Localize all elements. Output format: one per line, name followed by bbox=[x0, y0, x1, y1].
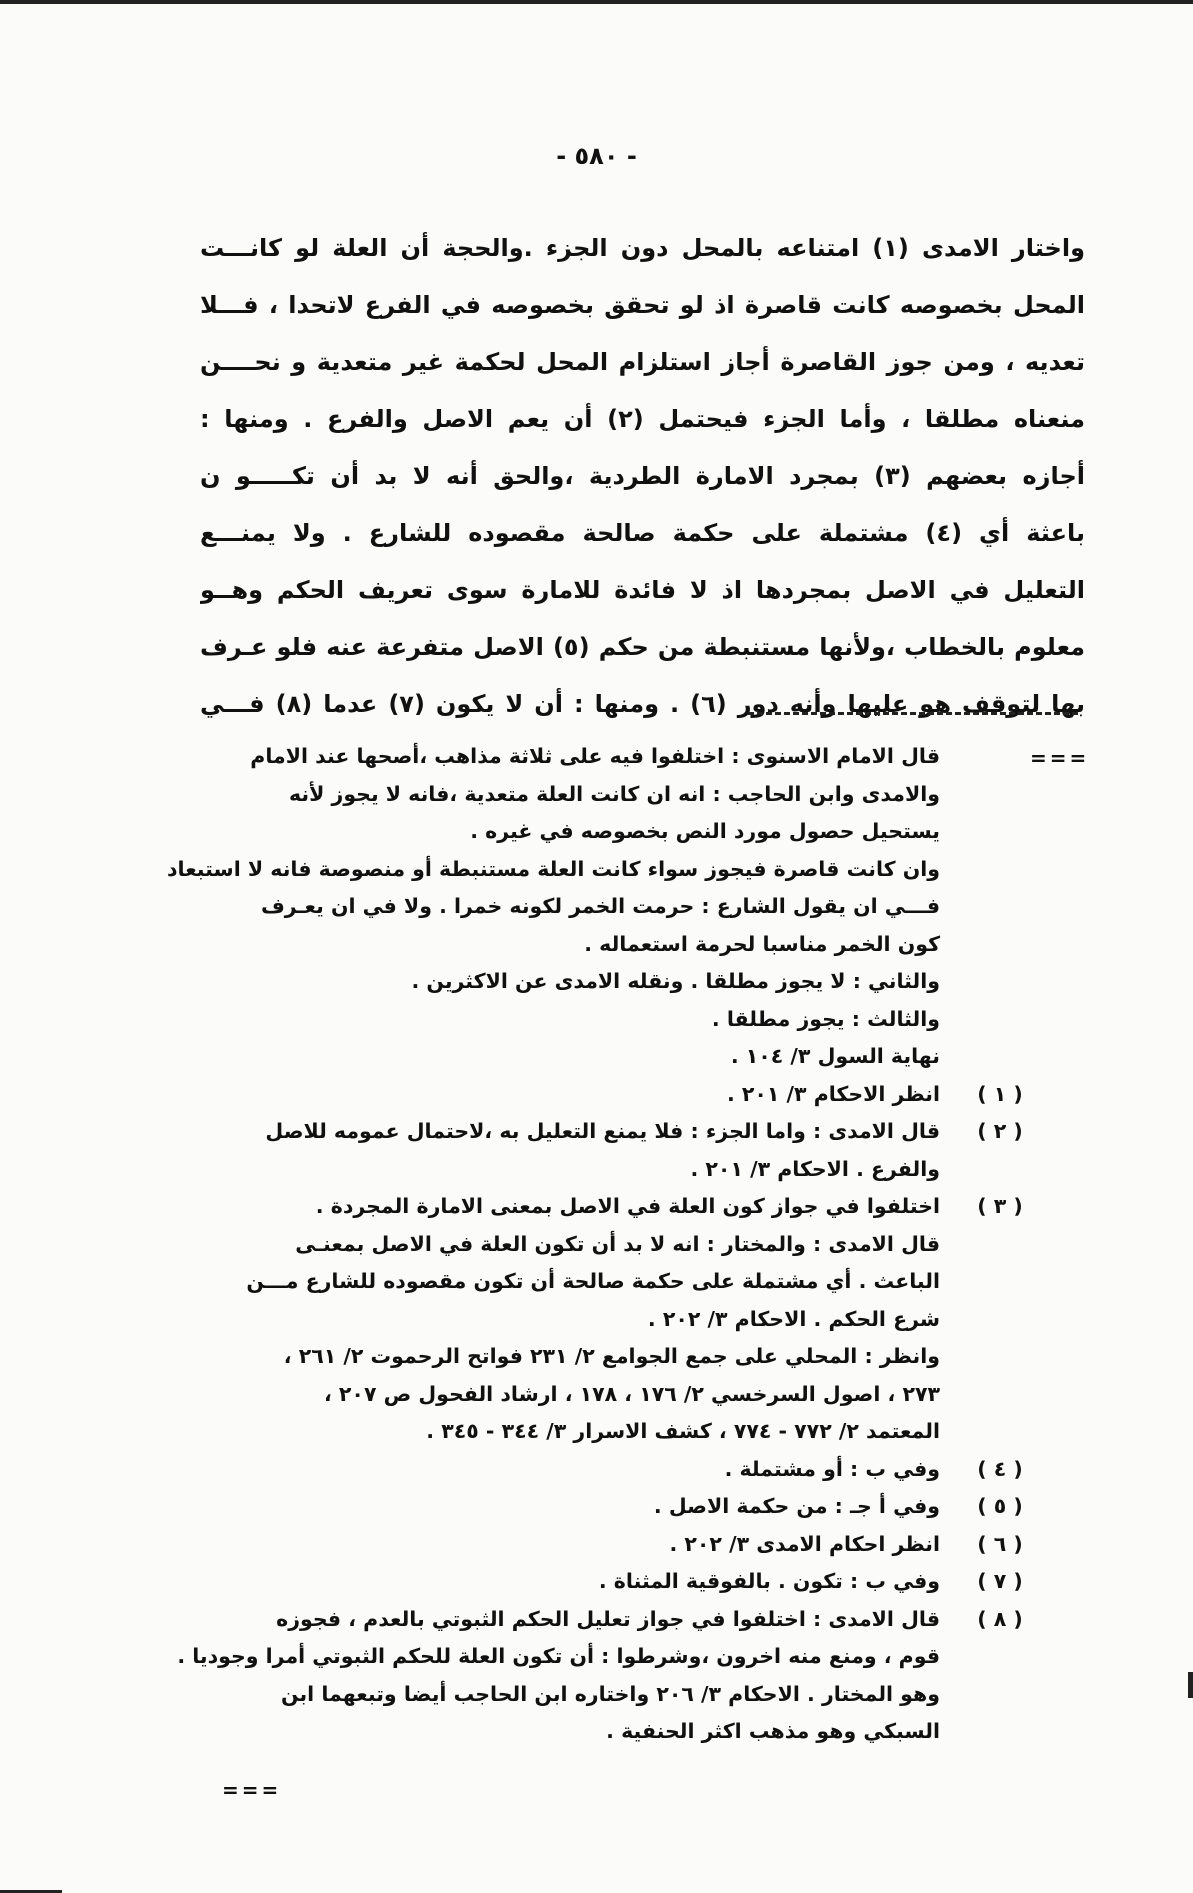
footnote-text: قوم ، ومنع منه اخرون ،وشرطوا : أن تكون العلة للحكم الثبوتي أمرا وجوديا . bbox=[177, 1644, 940, 1668]
footnote-number: ( ١ ) bbox=[977, 1081, 1023, 1106]
footnote-text: الباعث . أي مشتملة على حكمة صالحة أن تكون مقصوده للشارع مـــن bbox=[246, 1269, 940, 1293]
footnote-number: ( ٥ ) bbox=[977, 1494, 1023, 1518]
main-text-line: التعليل في الاصل بمجردها اذ لا فائدة للامارة سوى تعريف الحكم وهــو bbox=[200, 576, 1085, 604]
footnote-number: ( ٤ ) bbox=[977, 1456, 1023, 1481]
footnote-number: ( ٢ ) bbox=[977, 1119, 1023, 1143]
footnote-number: ( ٣ ) bbox=[977, 1194, 1023, 1218]
footnote-text: انظر احكام الامدى ٣/ ٢٠٢ . bbox=[669, 1531, 940, 1556]
main-text-line: بها لتوقف هو عليها وأنه دور (٦) . ومنها : أن لا يكون (٧) عدما (٨) فـــي bbox=[200, 690, 1085, 718]
footnote-text: وهو المختار . الاحكام ٣/ ٢٠٦ واختاره ابن الحاجب أيضا وتبعهما ابن bbox=[281, 1681, 940, 1706]
footnote-line bbox=[150, 1263, 1030, 1301]
footnote-line bbox=[150, 1376, 1030, 1414]
footnote-text: والثاني : لا يجوز مطلقا . ونقله الامدى عن الاكثرين . bbox=[411, 969, 940, 993]
footnote-line bbox=[150, 1601, 1030, 1639]
main-text-line: تعديه ، ومن جوز القاصرة أجاز استلزام المحل لحكمة غير متعدية و نحــــن bbox=[200, 348, 1085, 376]
main-text-line: منعناه مطلقا ، وأما الجزء فيحتمل (٢) أن يعم الاصل والفرع . ومنها : bbox=[200, 405, 1085, 433]
footnote-line bbox=[150, 1001, 1030, 1039]
footnote-text: فـــي ان يقول الشارع : حرمت الخمر لكونه خمرا . ولا في ان يعـرف bbox=[260, 894, 940, 918]
footnote-text: والثالث : يجوز مطلقا . bbox=[711, 1006, 940, 1031]
main-text-line: أجازه بعضهم (٣) بمجرد الامارة الطردية ،والحق أنه لا بد أن تكـــــو ن bbox=[200, 462, 1085, 490]
footnote-text: ٢٧٣ ، اصول السرخسي ٢/ ١٧٦ ، ١٧٨ ، ارشاد الفحول ص ٢٠٧ ، bbox=[323, 1381, 940, 1406]
footnote-line bbox=[150, 1038, 1030, 1076]
footnote-line bbox=[150, 1526, 1030, 1564]
top-border bbox=[0, 0, 1193, 4]
footnote-line bbox=[150, 1226, 1030, 1264]
footnote-separator-rule bbox=[748, 712, 1078, 715]
footnote-line bbox=[150, 1488, 1030, 1526]
page-number: - ٥٨٠ - bbox=[556, 142, 637, 170]
footnote-text: وفي ب : تكون . بالفوقية المثناة . bbox=[598, 1569, 940, 1593]
footnote-line bbox=[150, 851, 1030, 889]
footnote-line bbox=[150, 926, 1030, 964]
right-edge-mark bbox=[1188, 1672, 1193, 1698]
footnote-text: قال الامدى : اختلفوا في جواز تعليل الحكم الثبوتي بالعدم ، فجوزه bbox=[276, 1606, 940, 1631]
footnote-text: نهاية السول ٣/ ١٠٤ . bbox=[730, 1044, 940, 1068]
footnote-text: كون الخمر مناسبا لحرمة استعماله . bbox=[584, 931, 940, 956]
footnote-text: قال الامدى : واما الجزء : فلا يمنع التعليل به ،لاحتمال عمومه للاصل bbox=[265, 1119, 940, 1143]
footnote-text: وانظر : المحلي على جمع الجوامع ٢/ ٢٣١ فواتح الرحموت ٢/ ٢٦١ ، bbox=[283, 1344, 940, 1368]
end-mark: === bbox=[222, 1778, 282, 1802]
footnote-number: ( ٨ ) bbox=[977, 1606, 1023, 1631]
footnote-line bbox=[150, 1451, 1030, 1489]
main-text-line: المحل بخصوصه كانت قاصرة اذ لو تحقق بخصوصه في الفرع لاتحدا ، فـــلا bbox=[200, 291, 1085, 319]
footnote-text: المعتمد ٢/ ٧٧٢ - ٧٧٤ ، كشف الاسرار ٣/ ٣٤٤ - ٣٤٥ . bbox=[426, 1419, 940, 1443]
footnote-line bbox=[150, 1676, 1030, 1714]
footnote-text: انظر الاحكام ٣/ ٢٠١ . bbox=[726, 1081, 940, 1106]
main-text-line: واختار الامدى (١) امتناعه بالمحل دون الجزء .والحجة أن العلة لو كانـــت bbox=[200, 234, 1085, 262]
footnote-line bbox=[150, 776, 1030, 814]
footnote-text: شرع الحكم . الاحكام ٣/ ٢٠٢ . bbox=[647, 1306, 940, 1331]
footnote-line bbox=[150, 1338, 1030, 1376]
footnote-line bbox=[150, 813, 1030, 851]
footnote-line bbox=[150, 1638, 1030, 1676]
footnote-text: وان كانت قاصرة فيجوز سواء كانت العلة مستنبطة أو منصوصة فانه لا استبعاد bbox=[167, 856, 940, 881]
footnote-line bbox=[150, 1188, 1030, 1226]
footnote-line bbox=[150, 1713, 1030, 1751]
footnote-number: ( ٧ ) bbox=[977, 1569, 1023, 1593]
footnote-line bbox=[150, 1301, 1030, 1339]
footnote-text: اختلفوا في جواز كون العلة في الاصل بمعنى الامارة المجردة . bbox=[315, 1194, 940, 1218]
footnote-text: وفي أ جـ : من حكمة الاصل . bbox=[653, 1494, 940, 1518]
main-text bbox=[200, 220, 1085, 733]
footnote-number: ( ٦ ) bbox=[977, 1531, 1023, 1556]
footnotes bbox=[150, 738, 1030, 1751]
footnote-text: وفي ب : أو مشتملة . bbox=[724, 1456, 940, 1481]
footnote-continuation-mark: === bbox=[1030, 746, 1090, 770]
footnote-text: والامدى وابن الحاجب : انه ان كانت العلة متعدية ،فانه لا يجوز لأنه bbox=[288, 781, 940, 806]
footnote-text: السبكي وهو مذهب اكثر الحنفية . bbox=[606, 1719, 940, 1743]
footnote-line bbox=[150, 1563, 1030, 1601]
footnote-text: قال الامام الاسنوى : اختلفوا فيه على ثلاثة مذاهب ،أصحها عند الامام bbox=[250, 744, 940, 768]
footnote-text: والفرع . الاحكام ٣/ ٢٠١ . bbox=[690, 1156, 940, 1181]
footnote-text: يستحيل حصول مورد النص بخصوصه في غيره . bbox=[470, 819, 940, 843]
footnote-line bbox=[150, 1151, 1030, 1189]
footnote-line bbox=[150, 1113, 1030, 1151]
footnote-line bbox=[150, 1413, 1030, 1451]
footnote-line bbox=[150, 963, 1030, 1001]
main-text-line: معلوم بالخطاب ،ولأنها مستنبطة من حكم (٥) الاصل متفرعة عنه فلو عـرف bbox=[200, 633, 1085, 661]
footnote-text: قال الامدى : والمختار : انه لا بد أن تكون العلة في الاصل بمعنـى bbox=[295, 1231, 940, 1256]
main-text-line: باعثة أي (٤) مشتملة على حكمة صالحة مقصوده للشارع . ولا يمنـــع bbox=[200, 519, 1085, 547]
footnote-line bbox=[150, 738, 1030, 776]
footnote-line bbox=[150, 1076, 1030, 1114]
footnote-line bbox=[150, 888, 1030, 926]
